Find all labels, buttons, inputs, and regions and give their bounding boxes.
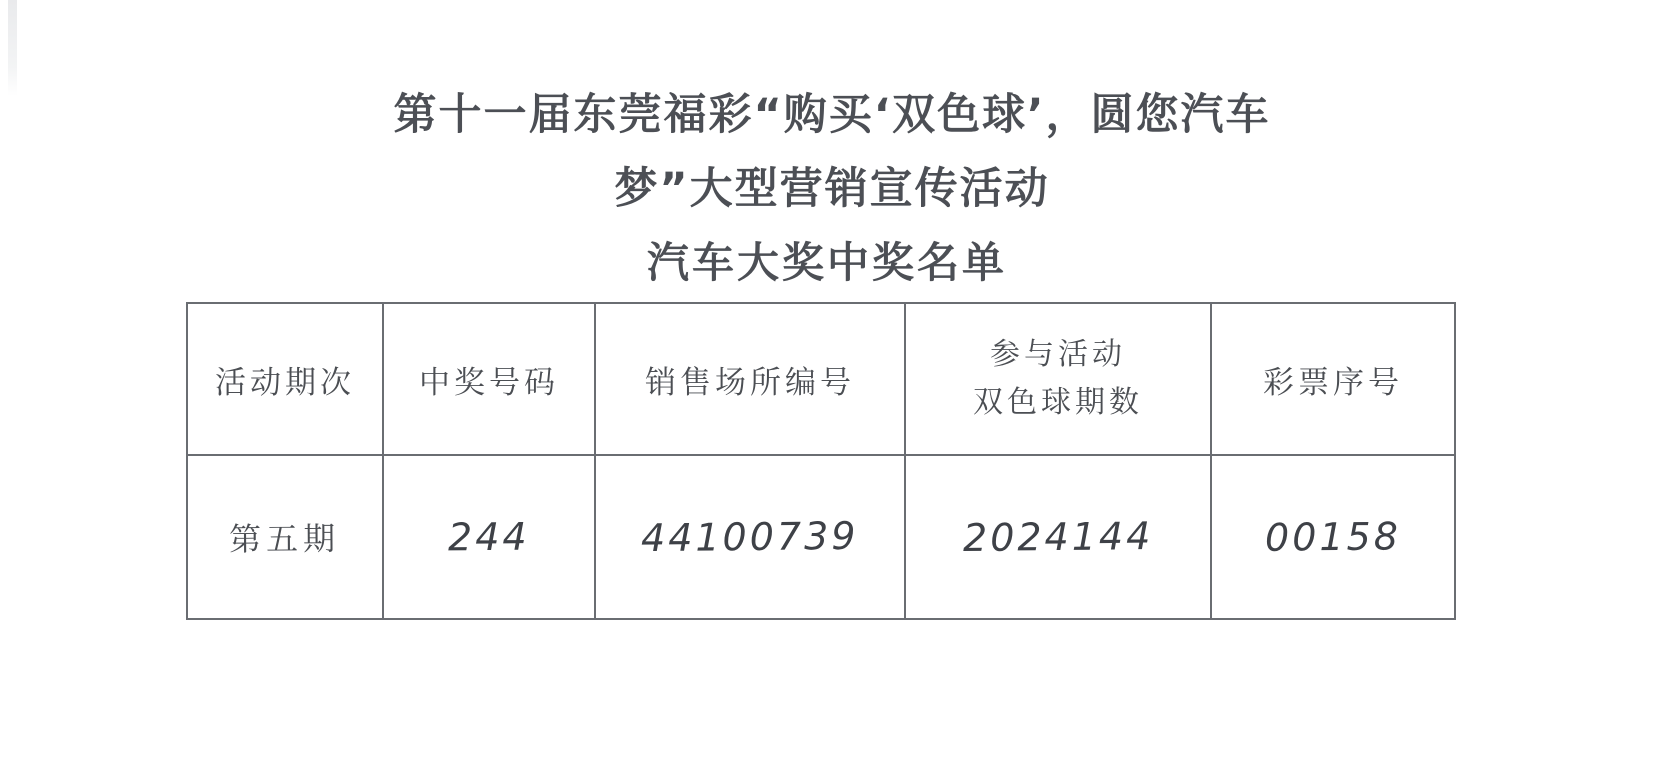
- cell-ssq-issue-value: 2024144: [962, 514, 1154, 560]
- column-header-winning-number-label: 中奖号码: [419, 364, 559, 401]
- cell-ticket-serial-value: 00158: [1264, 514, 1402, 560]
- column-header-ticket-serial: [1211, 303, 1455, 455]
- column-header-ssq-issue-line2: 双色球期数: [973, 385, 1143, 420]
- award-table: [186, 302, 1456, 620]
- title-line-1: 第十一届东莞福彩“购买‘双色球’，圆您汽车: [393, 90, 1271, 140]
- cell-winning-number: [383, 455, 595, 619]
- cell-outlet-code-value: 44100739: [641, 513, 859, 561]
- column-header-period: [187, 303, 383, 455]
- column-header-ssq-issue: [905, 303, 1211, 455]
- table-header-row: [187, 303, 1455, 455]
- table-header: [187, 303, 1455, 455]
- column-header-ticket-serial-label: 彩票序号: [1263, 364, 1403, 401]
- document-title: [0, 78, 1654, 300]
- table-row: [187, 455, 1455, 619]
- column-header-period-label: 活动期次: [215, 364, 355, 401]
- table-body: [187, 455, 1455, 619]
- column-header-ssq-issue-line1: 参与活动: [990, 337, 1126, 372]
- cell-period: [187, 455, 383, 619]
- column-header-winning-number: [383, 303, 595, 455]
- title-line-3: 汽车大奖中奖名单: [646, 238, 1007, 287]
- column-header-outlet-code: [595, 303, 905, 455]
- cell-ticket-serial: [1211, 455, 1455, 619]
- award-table-container: [186, 302, 1454, 616]
- column-header-outlet-code-label: 销售场所编号: [645, 364, 855, 401]
- cell-winning-number-value: 244: [448, 514, 530, 560]
- cell-ssq-issue: [905, 455, 1211, 619]
- cell-outlet-code: [595, 455, 905, 619]
- cell-period-value: 第五期: [229, 519, 341, 559]
- title-line-2: 梦”大型营销宣传活动: [614, 164, 1050, 214]
